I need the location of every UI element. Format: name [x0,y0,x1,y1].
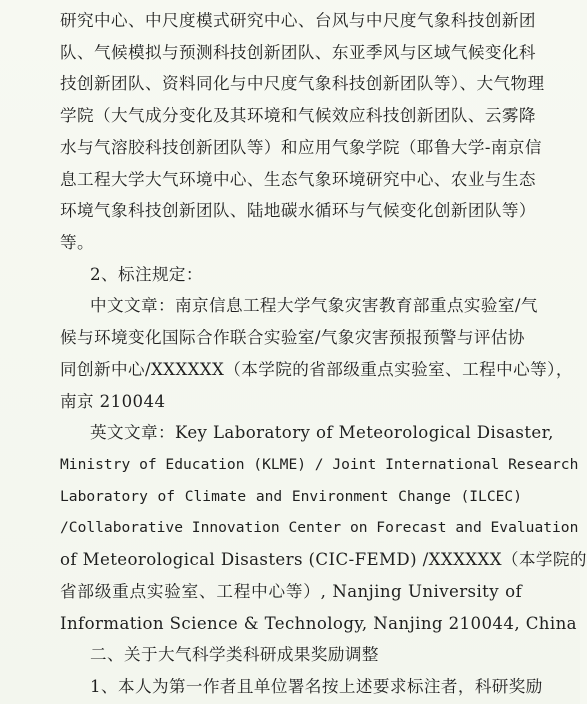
paragraph-line: Ministry of Education (KLME) / Joint International Research [60,456,579,473]
paragraph-line: 等。 [60,233,94,252]
section-heading: 2、标注规定： [90,264,203,284]
paragraph-line: 中文文章：南京信息工程大学气象灾害教育部重点实验室/气 [90,296,538,316]
paragraph-line: 队、气候模拟与预测科技创新团队、东亚季风与区域气候变化科 [60,42,536,62]
paragraph-line: /Collaborative Innovation Center on Forecast and Evaluation [60,519,579,537]
paragraph-line: of Meteorological Disasters (CIC-FEMD) /XXXXXX（本学院的 [60,550,587,570]
paragraph-line: Information Science & Technology, Nanjing 210044, China [60,613,577,633]
section-heading: 二、关于大气科学类科研成果奖励调整 [90,645,379,665]
paragraph-line: 同创新中心/XXXXXX（本学院的省部级重点实验室、工程中心等）， [60,359,573,379]
paragraph-line: 环境气象科技创新团队、陆地碳水循环与气候变化创新团队等） [60,201,536,221]
paragraph-line: 1、本人为第一作者且单位署名按上述要求标注者，科研奖励 [90,677,543,696]
paragraph-line: 息工程大学大气环境中心、生态气象环境研究中心、农业与生态 [60,169,536,189]
paragraph-line: 南京 210044 [60,391,166,411]
paragraph-line: 研究中心、中尺度模式研究中心、台风与中尺度气象科技创新团 [60,11,536,30]
paragraph-line: 技创新团队、资料同化与中尺度气象科技创新团队等）、大气物理 [60,74,545,94]
paragraph-line: 候与环境变化国际合作联合实验室/气象灾害预报预警与评估协 [60,328,525,348]
paragraph-line: 学院（大气成分变化及其环境和气候效应科技创新团队、云雾降 [60,106,536,126]
paragraph-line: Laboratory of Climate and Environment Change (ILCEC) [60,487,522,505]
paragraph-line: 水与气溶胶科技创新团队等）和应用气象学院（耶鲁大学-南京信 [60,137,542,157]
paragraph-line: 省部级重点实验室、工程中心等）, Nanjing University of [60,581,522,601]
paragraph-line: 英文文章：Key Laboratory of Meteorological Disaster, [90,423,554,443]
